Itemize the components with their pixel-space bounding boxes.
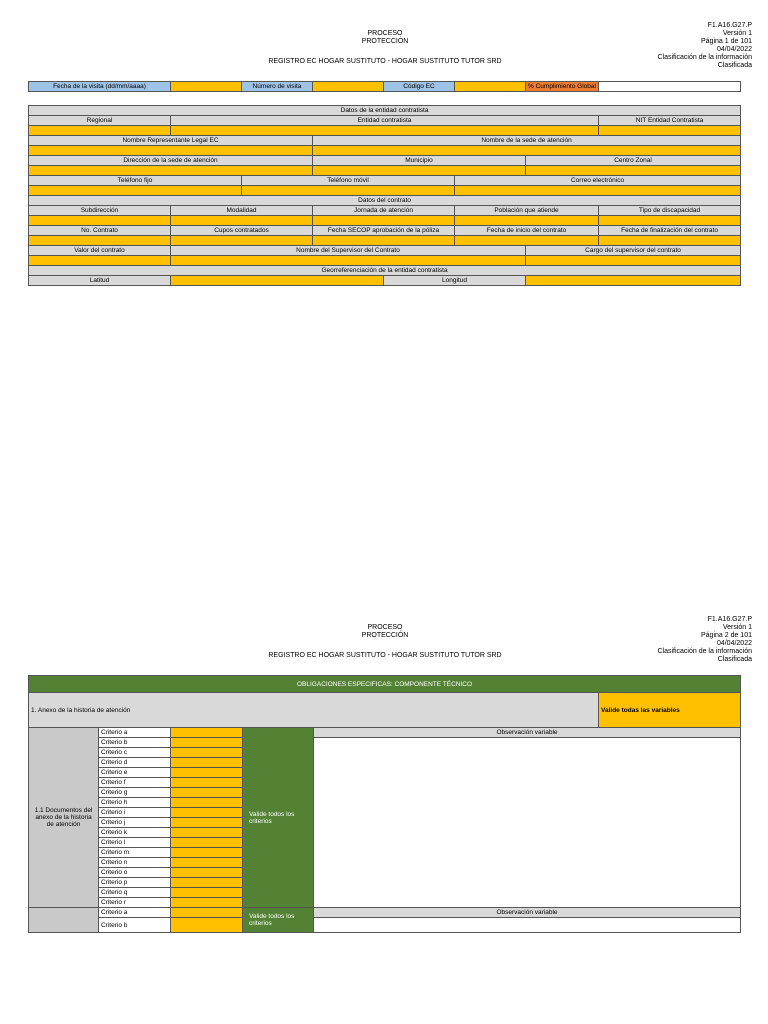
criterio-label: Criterio e xyxy=(99,768,171,778)
criterio-label: Criterio p xyxy=(99,878,171,888)
centro-zonal-input[interactable] xyxy=(526,166,741,176)
criterio-input[interactable] xyxy=(171,858,243,868)
criterio-input[interactable] xyxy=(171,918,243,933)
header-class2: Clasificada xyxy=(717,656,752,663)
criterio-label: Criterio i xyxy=(99,808,171,818)
header-page: Página 1 de 101 xyxy=(701,38,752,45)
valide-criterios-dropdown[interactable]: Valide todos los criterios xyxy=(243,908,314,933)
no-contrato-input[interactable] xyxy=(29,236,171,246)
criterio-label: Criterio l xyxy=(99,838,171,848)
municipio-label: Municipio xyxy=(313,156,526,166)
direccion-input[interactable] xyxy=(29,166,313,176)
cumplimiento-value xyxy=(599,82,741,92)
cargo-input[interactable] xyxy=(526,256,741,266)
criterio-input[interactable] xyxy=(171,758,243,768)
criterio-input[interactable] xyxy=(171,908,243,918)
fin-label: Fecha de finalización del contrato xyxy=(599,226,741,236)
criterio-label: Criterio c xyxy=(99,748,171,758)
criterio-label: Criterio b xyxy=(99,738,171,748)
modalidad-input[interactable] xyxy=(171,216,313,226)
codigo-ec-label: Código EC xyxy=(384,82,455,92)
fecha-visita-input[interactable] xyxy=(171,82,242,92)
secop-label: Fecha SECOP aprobación de la póliza xyxy=(313,226,455,236)
observacion-header: Observación variable xyxy=(314,908,741,918)
criterio-input[interactable] xyxy=(171,878,243,888)
nit-input[interactable] xyxy=(599,126,741,136)
criterio-row xyxy=(29,908,741,918)
numero-visita-input[interactable] xyxy=(313,82,384,92)
cupos-input[interactable] xyxy=(171,236,313,246)
criterio-input[interactable] xyxy=(171,808,243,818)
jornada-input[interactable] xyxy=(313,216,455,226)
section-contrato: Datos del contrato xyxy=(29,196,741,206)
cumplimiento-label: % Cumplimiento Global xyxy=(526,82,599,92)
latitud-label: Latitud xyxy=(29,276,171,286)
header-proceso: PROCESO xyxy=(367,624,403,631)
banner-obligaciones: OBLIGACIONES ESPECIFICAS: COMPONENTE TÉCNICO xyxy=(29,676,741,693)
criterio-label: Criterio d xyxy=(99,758,171,768)
cargo-label: Cargo del supervisor del contrato xyxy=(526,246,741,256)
criterio-row xyxy=(29,738,741,748)
criterio-input[interactable] xyxy=(171,888,243,898)
header-class2: Clasificada xyxy=(717,62,752,69)
header-class1: Clasificación de la información xyxy=(657,54,752,61)
criterio-input[interactable] xyxy=(171,778,243,788)
criterio-input[interactable] xyxy=(171,738,243,748)
correo-input[interactable] xyxy=(455,186,741,196)
criterio-input[interactable] xyxy=(171,788,243,798)
criterio-label: Criterio f xyxy=(99,778,171,788)
regional-label: Regional xyxy=(29,116,171,126)
discapacidad-label: Tipo de discapacidad xyxy=(599,206,741,216)
criterio-label: Criterio a xyxy=(99,728,171,738)
observacion-textarea[interactable] xyxy=(314,918,741,933)
inicio-input[interactable] xyxy=(455,236,599,246)
representante-label: Nombre Representante Legal EC xyxy=(29,136,313,146)
group-label xyxy=(29,908,99,933)
header-page: Página 2 de 101 xyxy=(701,632,752,639)
supervisor-label: Nombre del Supervisor del Contrato xyxy=(171,246,526,256)
criterio-label: Criterio a xyxy=(99,908,171,918)
criterio-label: Criterio r xyxy=(99,898,171,908)
observacion-header: Observación variable xyxy=(314,728,741,738)
tel-movil-input[interactable] xyxy=(242,186,455,196)
section-geo: Georreferenciación de la entidad contratista xyxy=(29,266,741,276)
nombre-sede-label: Nombre de la sede de atención xyxy=(313,136,741,146)
no-contrato-label: No. Contrato xyxy=(29,226,171,236)
poblacion-label: Población que atiende xyxy=(455,206,599,216)
header-code: F1.A16.G27.P xyxy=(707,616,752,623)
valide-variables-dropdown[interactable]: Valide todas las variables xyxy=(599,693,741,728)
criterio-input[interactable] xyxy=(171,818,243,828)
latitud-input[interactable] xyxy=(171,276,384,286)
header-proceso: PROCESO xyxy=(367,30,403,37)
criterio-input[interactable] xyxy=(171,898,243,908)
criterio-input[interactable] xyxy=(171,798,243,808)
group-label: 1.1 Documentos del anexo de la historia de atención xyxy=(29,728,99,908)
fecha-visita-label: Fecha de la visita (dd/mm/aaaa) xyxy=(29,82,171,92)
criterio-label: Criterio j xyxy=(99,818,171,828)
fin-input[interactable] xyxy=(599,236,741,246)
criterio-input[interactable] xyxy=(171,838,243,848)
nit-label: NIT Entidad Contratista xyxy=(599,116,741,126)
criterio-label: Criterio h xyxy=(99,798,171,808)
entidad-input[interactable] xyxy=(171,126,599,136)
representante-input[interactable] xyxy=(29,146,313,156)
criterio-input[interactable] xyxy=(171,828,243,838)
nombre-sede-input[interactable] xyxy=(313,146,741,156)
criterio-row xyxy=(29,918,741,933)
valor-label: Valor del contrato xyxy=(29,246,171,256)
criterio-row xyxy=(29,728,741,738)
criterio-label: Criterio o xyxy=(99,868,171,878)
criterio-input[interactable] xyxy=(171,748,243,758)
valide-criterios-dropdown[interactable]: Valide todos los criterios xyxy=(243,728,314,908)
entity-data-table xyxy=(28,105,741,286)
subdireccion-label: Subdirección xyxy=(29,206,171,216)
header-title: REGISTRO EC HOGAR SUSTITUTO - HOGAR SUSTITUTO TUTOR SRD xyxy=(268,58,502,65)
cupos-label: Cupos contratados xyxy=(171,226,313,236)
longitud-input[interactable] xyxy=(526,276,741,286)
tel-fijo-label: Teléfono fijo xyxy=(29,176,242,186)
header-date: 04/04/2022 xyxy=(716,640,752,647)
criterio-input[interactable] xyxy=(171,868,243,878)
criterio-label: Criterio g xyxy=(99,788,171,798)
subdireccion-input[interactable] xyxy=(29,216,171,226)
numero-visita-label: Número de visita xyxy=(242,82,313,92)
regional-input[interactable] xyxy=(29,126,171,136)
criterio-label: Criterio k xyxy=(99,828,171,838)
header-date: 04/04/2022 xyxy=(716,46,752,53)
municipio-input[interactable] xyxy=(313,166,526,176)
header-code: F1.A16.G27.P xyxy=(707,22,752,29)
header-class1: Clasificación de la información xyxy=(657,648,752,655)
entidad-label: Entidad contratista xyxy=(171,116,599,126)
criterio-label: Criterio n xyxy=(99,858,171,868)
criterio-input[interactable] xyxy=(171,768,243,778)
inicio-label: Fecha de inicio del contrato xyxy=(455,226,599,236)
poblacion-input[interactable] xyxy=(455,216,599,226)
supervisor-input[interactable] xyxy=(171,256,526,266)
visit-info-table xyxy=(28,81,741,92)
discapacidad-input[interactable] xyxy=(599,216,741,226)
tel-movil-label: Teléfono móvil xyxy=(242,176,455,186)
correo-label: Correo electrónico xyxy=(455,176,741,186)
obligaciones-table xyxy=(28,675,741,933)
jornada-label: Jornada de atención xyxy=(313,206,455,216)
observacion-textarea[interactable] xyxy=(314,738,741,908)
criterio-input[interactable] xyxy=(171,728,243,738)
criterio-label: Criterio m xyxy=(99,848,171,858)
tel-fijo-input[interactable] xyxy=(29,186,242,196)
header-version: Versión 1 xyxy=(722,30,752,37)
section-entidad: Datos de la entidad contratista xyxy=(29,106,741,116)
secop-input[interactable] xyxy=(313,236,455,246)
header-proteccion: PROTECCIÓN xyxy=(361,38,409,45)
centro-zonal-label: Centro Zonal xyxy=(526,156,741,166)
valor-input[interactable] xyxy=(29,256,171,266)
header-title: REGISTRO EC HOGAR SUSTITUTO - HOGAR SUSTITUTO TUTOR SRD xyxy=(268,652,502,659)
section1-title: 1. Anexo de la historia de atención xyxy=(29,693,599,728)
modalidad-label: Modalidad xyxy=(171,206,313,216)
header-version: Versión 1 xyxy=(722,624,752,631)
direccion-label: Dirección de la sede de atención xyxy=(29,156,313,166)
criterio-label: Criterio b xyxy=(99,918,171,933)
criterio-label: Criterio q xyxy=(99,888,171,898)
header-proteccion: PROTECCIÓN xyxy=(361,632,409,639)
codigo-ec-input[interactable] xyxy=(455,82,526,92)
criterio-input[interactable] xyxy=(171,848,243,858)
longitud-label: Longitud xyxy=(384,276,526,286)
